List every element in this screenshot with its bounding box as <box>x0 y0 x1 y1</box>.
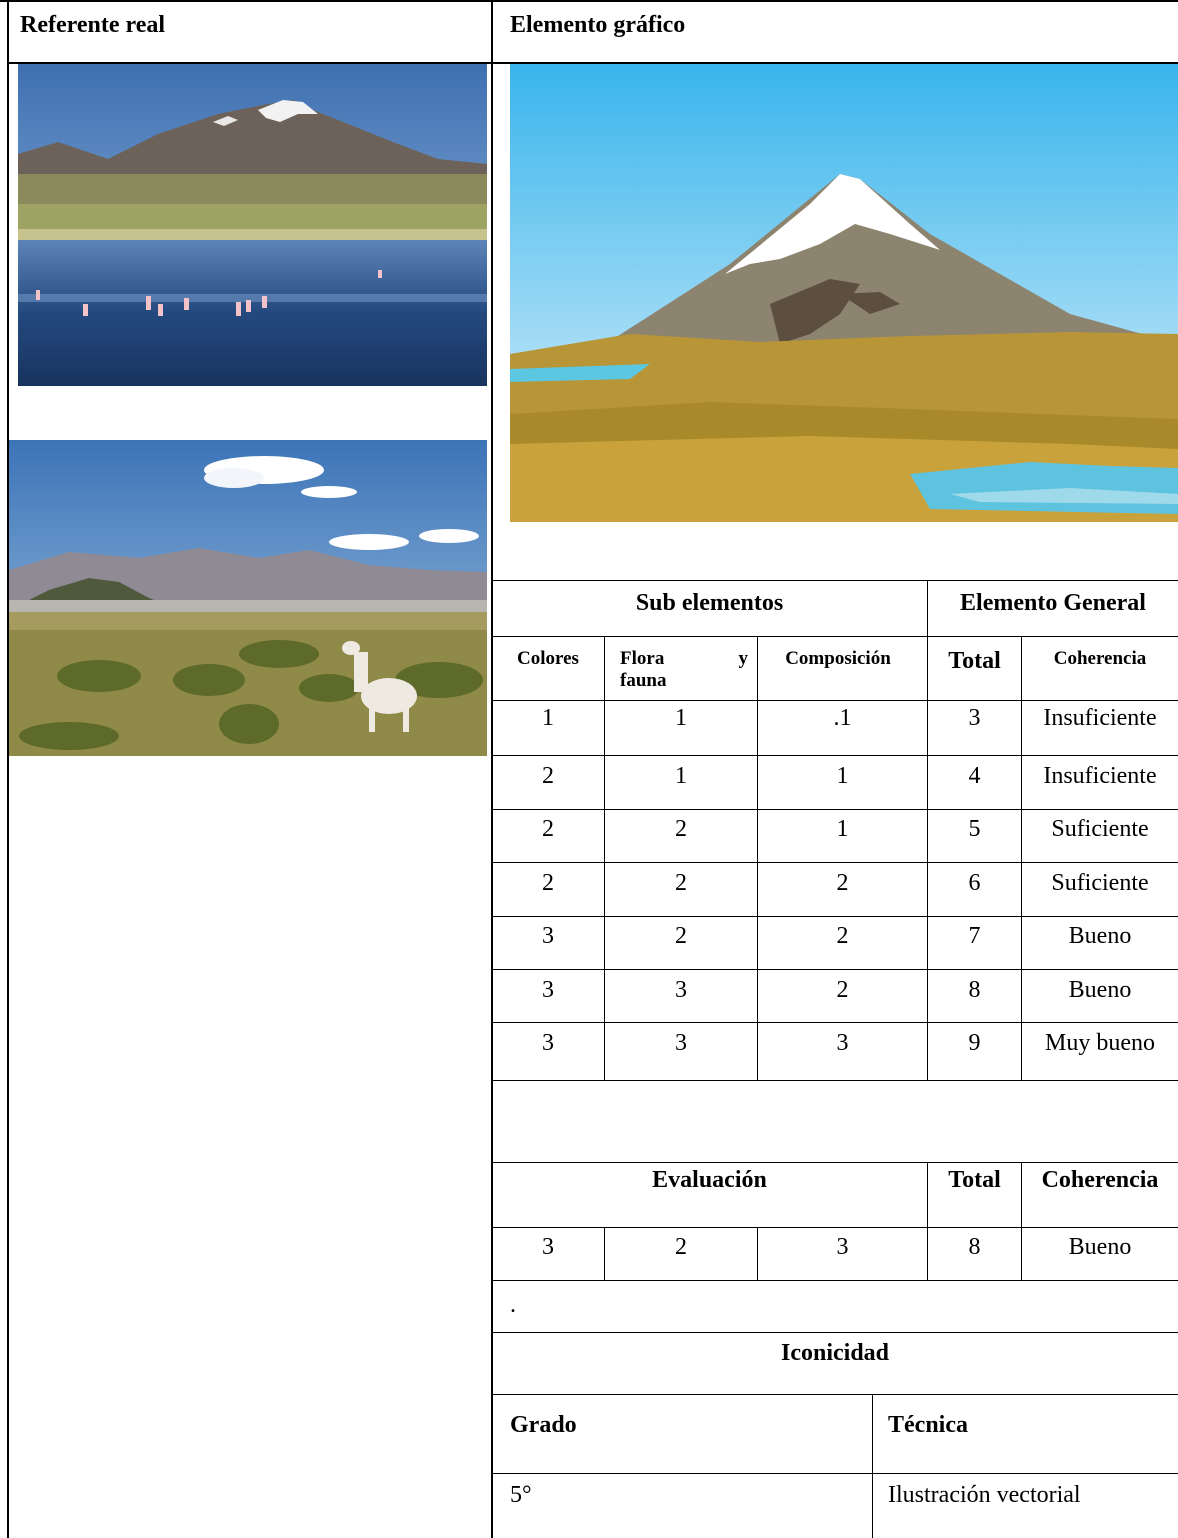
col-header-colores: Colores <box>517 648 579 669</box>
row4-colores: 2 <box>542 870 554 896</box>
eval-val-coherencia: Bueno <box>1068 1234 1132 1260</box>
iconicidad-vline <box>872 1394 873 1538</box>
llama-altiplano-photo <box>9 440 487 756</box>
iconicidad-header-bottom <box>491 1394 1178 1395</box>
y-word: y <box>738 648 748 669</box>
lake-flamingos-photo <box>18 64 487 386</box>
row2-colores: 2 <box>542 763 554 789</box>
row2-total: 4 <box>968 763 981 789</box>
vector-mountain-illustration <box>510 64 1178 522</box>
sub-vline-2 <box>757 637 758 1081</box>
row3-coherencia: Suficiente <box>1051 816 1149 842</box>
left-border <box>7 0 9 1538</box>
row2-coherencia: Insuficiente <box>1043 763 1157 789</box>
row5-colores: 3 <box>542 923 554 949</box>
tecnica-label: Técnica <box>888 1412 968 1438</box>
row1-total: 3 <box>968 705 981 731</box>
eval-header-total: Total <box>948 1167 1001 1193</box>
elemento-general-header: Elemento General <box>960 590 1146 616</box>
eval-row-bottom <box>491 1280 1178 1281</box>
row4-coherencia: Suficiente <box>1051 870 1149 896</box>
eval-header-evaluacion: Evaluación <box>652 1167 767 1193</box>
eval-val-total: 8 <box>968 1234 981 1260</box>
row6-coherencia: Bueno <box>1068 977 1132 1003</box>
dot-text: . <box>510 1292 516 1318</box>
row-line-7 <box>491 1080 1178 1081</box>
row-line-3 <box>491 862 1178 863</box>
sub-vline-4 <box>1021 637 1022 1081</box>
header-elemento-grafico: Elemento gráfico <box>510 12 686 38</box>
row7-composicion: 3 <box>836 1030 849 1056</box>
row3-total: 5 <box>968 816 981 842</box>
row7-coherencia: Muy bueno <box>1045 1030 1155 1056</box>
row6-flora: 3 <box>675 977 687 1003</box>
row-line-1 <box>491 755 1178 756</box>
fauna-word: fauna <box>620 670 667 691</box>
row-line-6 <box>491 1022 1178 1023</box>
row1-coherencia: Insuficiente <box>1043 705 1157 731</box>
row5-composicion: 2 <box>836 923 849 949</box>
row4-composicion: 2 <box>836 870 849 896</box>
row7-flora: 3 <box>675 1030 687 1056</box>
row1-composicion: .1 <box>833 705 852 731</box>
top-border <box>0 0 1178 2</box>
iconicidad-top <box>491 1332 1178 1333</box>
iconicidad-title: Iconicidad <box>780 1340 890 1366</box>
row3-flora: 2 <box>675 816 687 842</box>
row3-composicion: 1 <box>836 816 849 842</box>
row1-colores: 1 <box>542 705 554 731</box>
col-header-coherencia: Coherencia <box>1053 648 1147 669</box>
row3-colores: 2 <box>542 816 554 842</box>
row7-total: 9 <box>968 1030 981 1056</box>
row5-coherencia: Bueno <box>1068 923 1132 949</box>
iconicidad-row-line <box>491 1473 1178 1474</box>
sub-vline-1 <box>604 637 605 1081</box>
row1-flora: 1 <box>675 705 687 731</box>
eval-header-bottom <box>491 1227 1178 1228</box>
eval-val-3: 3 <box>836 1234 849 1260</box>
sub-table-top <box>491 580 1178 581</box>
tecnica-value: Ilustración vectorial <box>888 1482 1081 1508</box>
eval-val-2: 2 <box>675 1234 687 1260</box>
sub-elementos-header: Sub elementos <box>635 590 784 616</box>
row6-colores: 3 <box>542 977 554 1003</box>
row2-flora: 1 <box>675 763 687 789</box>
eval-val-1: 3 <box>542 1234 554 1260</box>
sub-table-colhead-bottom <box>491 700 1178 701</box>
row5-total: 7 <box>968 923 981 949</box>
grado-label: Grado <box>510 1412 577 1438</box>
flora-word: Flora <box>620 648 665 669</box>
eval-header-coherencia: Coherencia <box>1041 1167 1159 1193</box>
row6-total: 8 <box>968 977 981 1003</box>
row-line-5 <box>491 969 1178 970</box>
eval-table-top <box>491 1162 1178 1163</box>
row-line-4 <box>491 916 1178 917</box>
row7-colores: 3 <box>542 1030 554 1056</box>
col-header-total: Total <box>948 648 1001 674</box>
row5-flora: 2 <box>675 923 687 949</box>
col-header-composicion: Composición <box>785 648 891 669</box>
row-line-2 <box>491 809 1178 810</box>
row2-composicion: 1 <box>836 763 849 789</box>
row4-total: 6 <box>968 870 981 896</box>
grado-value: 5° <box>510 1482 532 1508</box>
sub-table-header-bottom <box>491 636 1178 637</box>
col-header-flora-y-fauna <box>620 648 748 698</box>
row4-flora: 2 <box>675 870 687 896</box>
header-referente-real: Referente real <box>20 12 166 38</box>
row6-composicion: 2 <box>836 977 849 1003</box>
